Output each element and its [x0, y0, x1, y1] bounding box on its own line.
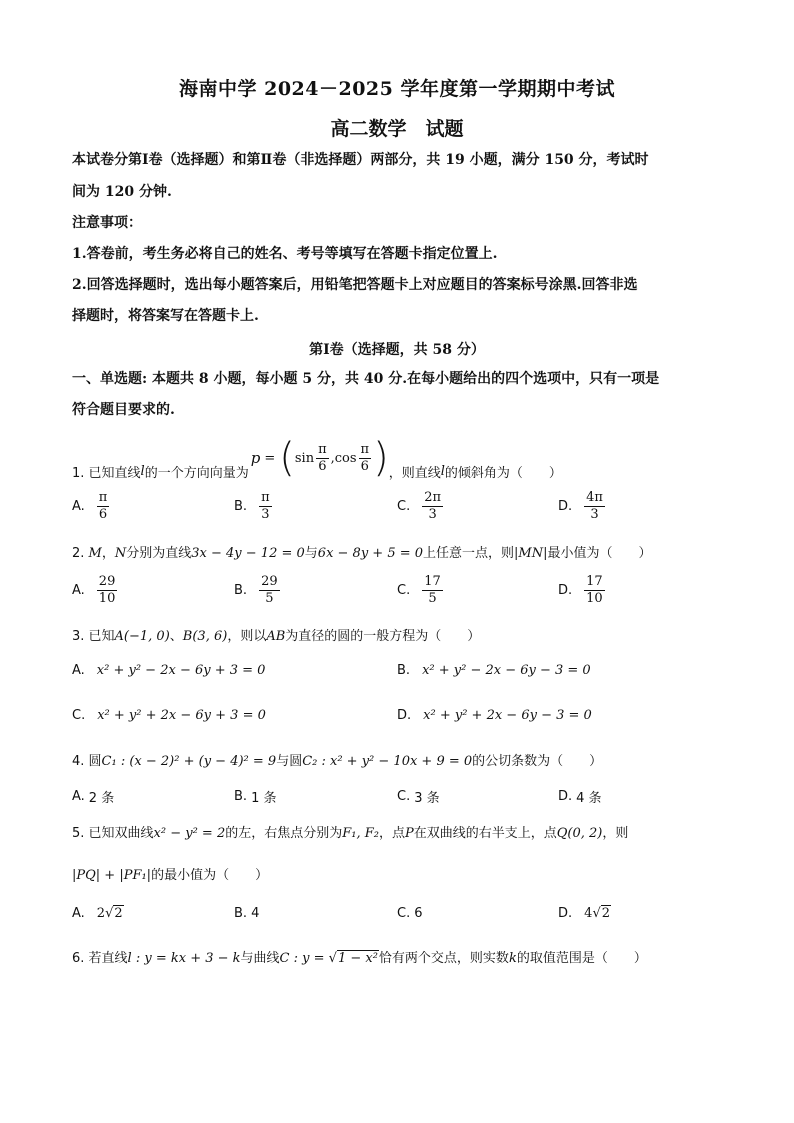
note-2-line-2: 择题时，将答案写在答题卡上. [72, 308, 259, 324]
q1-vector-expression: p = ( sin $\frac{\pi}{6}$ , cos $\frac{\pi}{6}$ ) [250, 435, 389, 481]
q5-point-p: P [405, 826, 414, 841]
q2-distance: |MN| [514, 546, 548, 561]
q2-point-m: M [88, 546, 102, 561]
question-5: 5. 已知双曲线x² − y² = 2的左，右焦点分别为F₁, F₂，点P在双曲线的右半支上，点Q(0, 2)，则 [72, 826, 629, 841]
q5-option-c: C. 6 [397, 906, 423, 921]
q2-option-d: D. $\frac{17}{10}$ [558, 574, 603, 606]
q2-point-n: N [114, 546, 127, 561]
q3-option-c: C. x² + y² + 2x − 6y + 3 = 0 [72, 708, 266, 723]
q4-option-b: B. 1 条 [234, 789, 277, 806]
q2-option-a: A. $\frac{29}{10}$ [72, 574, 116, 606]
q5-option-a: A. 2√2 [72, 906, 123, 921]
q2-option-b: B. $\frac{29}{5}$ [234, 574, 278, 606]
q1-text-pre: 1. 已知直线 [72, 465, 141, 481]
note-1: 1.答卷前，考生务必将自己的姓名、考号等填写在答题卡指定位置上. [72, 246, 498, 262]
q3-point-a: A(−1, 0) [114, 629, 170, 644]
q5-expression: |PQ| + |PF₁| [72, 868, 152, 883]
q1-vector-p: p [250, 449, 261, 467]
question-6: 6. 若直线l : y = kx + 3 − k与曲线C : y = √1 − x²恰有两个交点，则实数k的取值范围是（ ） [72, 951, 647, 966]
q3-point-b: B(3, 6) [182, 629, 228, 644]
exam-subtitle: 高二数学 试题 [330, 118, 464, 140]
question-1 [72, 436, 732, 480]
note-2-line-1: 2.回答选择题时，选出每小题答案后，用铅笔把答题卡上对应题目的答案标号涂黑.回答非选 [72, 277, 638, 293]
q3-segment-ab: AB [266, 629, 286, 644]
q1-option-b: B. $\frac{\pi}{3}$ [234, 490, 270, 522]
q2-line-2: 6x − 8y + 5 = 0 [317, 546, 424, 561]
q1-option-c: C. $\frac{2\pi}{3}$ [397, 490, 442, 522]
q6-radical: √1 − x² [324, 951, 378, 966]
q3-option-a: A. x² + y² − 2x − 6y + 3 = 0 [72, 663, 266, 678]
group-1-instructions-2: 符合题目要求的. [72, 402, 175, 418]
q1-var-l-2: l [440, 463, 445, 479]
part-1-heading: 第Ⅰ卷（选择题，共 58 分） [309, 342, 485, 358]
q4-circle-1: C₁ : (x − 2)² + (y − 4)² = 9 [101, 754, 277, 769]
q2-option-c: C. $\frac{17}{5}$ [397, 574, 441, 606]
q4-circle-2: C₂ : x² + y² − 10x + 9 = 0 [302, 754, 473, 769]
question-5-line-2: |PQ| + |PF₁|的最小值为（ ） [72, 868, 269, 883]
q1-option-d: D. $\frac{4\pi}{3}$ [558, 490, 603, 522]
q5-point-q: Q(0, 2) [556, 826, 603, 841]
q1-text-post1: ，则直线 [388, 465, 441, 481]
q4-option-a: A. 2 条 [72, 789, 115, 806]
q6-line-l: l : y = kx + 3 − k [127, 951, 241, 966]
q4-option-d: D. 4 条 [558, 789, 602, 806]
q1-option-a: A. $\frac{\pi}{6}$ [72, 490, 108, 522]
q3-option-d: D. x² + y² + 2x − 6y − 3 = 0 [397, 708, 592, 723]
q3-option-b: B. x² + y² − 2x − 6y − 3 = 0 [397, 663, 591, 678]
exam-title: 海南中学 2024－2025 学年度第一学期期中考试 [179, 78, 615, 100]
q4-option-c: C. 3 条 [397, 789, 440, 806]
q2-line-1: 3x − 4y − 12 = 0 [191, 546, 305, 561]
intro-line-1: 本试卷分第Ⅰ卷（选择题）和第Ⅱ卷（非选择题）两部分，共 19 小题，满分 150 分，考试时 [72, 152, 649, 168]
q5-option-d: D. 4√2 [558, 906, 611, 921]
question-3: 3. 已知A(−1, 0)、B(3, 6)，则以AB为直径的圆的一般方程为（ ） [72, 629, 481, 644]
q1-sin: sin [294, 450, 315, 466]
notice-heading: 注意事项： [72, 215, 142, 231]
q1-var-l: l [140, 463, 145, 479]
q6-var-k: k [508, 951, 517, 966]
question-4: 4. 圆C₁ : (x − 2)² + (y − 4)² = 9与圆C₂ : x² + y² − 10x + 9 = 0的公切条数为（ ） [72, 754, 603, 769]
group-1-instructions-1: 一、单选题: 本题共 8 小题，每小题 5 分，共 40 分.在每小题给出的四个选项中，只有一项是 [72, 371, 660, 387]
q1-text-post2: 的倾斜角为（ ） [444, 465, 562, 481]
intro-line-2: 间为 120 分钟. [72, 184, 172, 200]
q1-text-mid: 的一个方向向量为 [144, 465, 249, 481]
q1-cos: cos [334, 450, 357, 466]
q5-foci: F₁, F₂ [342, 826, 379, 841]
q5-option-b: B. 4 [234, 906, 260, 921]
q6-curve-c: C : y = [279, 951, 325, 966]
q5-hyperbola: x² − y² = 2 [153, 826, 226, 841]
question-2: 2. M，N分别为直线3x − 4y − 12 = 0与6x − 8y + 5 = 0上任意一点，则|MN|最小值为（ ） [72, 546, 652, 561]
